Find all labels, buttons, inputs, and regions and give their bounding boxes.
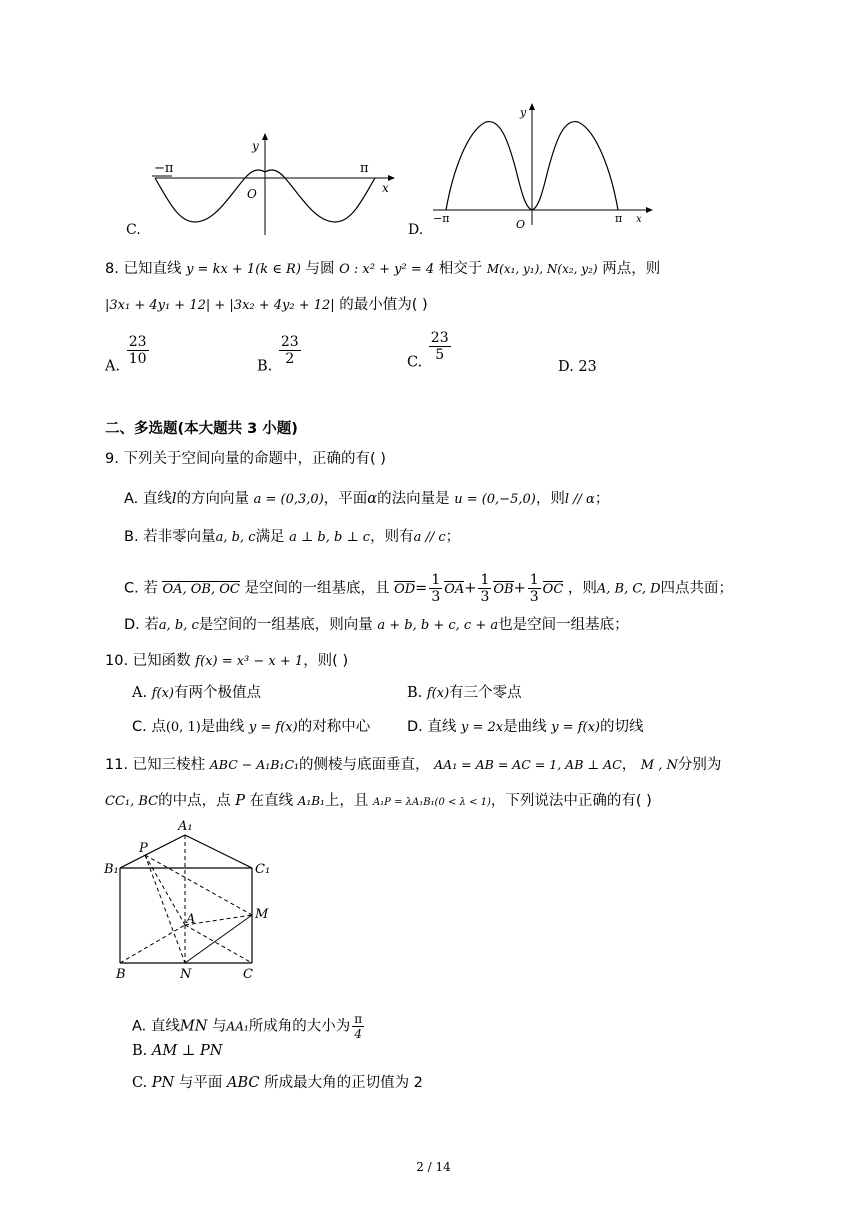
q10-option-a: A. f(x)有两个极值点: [132, 685, 261, 701]
q9-option-c: C. 若 OA, OB, OC 是空间的一组基底，且 OD= $\frac{1}{3}$ OA+ $\frac{1}{3}$ OB+ $\frac{1}{3}$ OC ，则A, B, C, D四点共面；: [124, 572, 734, 605]
q8-points: M(x₁, y₁), N(x₂, y₂): [486, 262, 598, 276]
q11-option-b: B. AM ⊥ PN: [132, 1043, 223, 1059]
q8-stem-line2: [105, 294, 428, 317]
graph-d-option: D.: [408, 222, 424, 238]
q10-option-c: C. 点(0, 1)是曲线 y = f(x)的对称中心: [132, 719, 371, 735]
q8-option-d: D. 23: [558, 359, 597, 375]
q8-stem-line1: [105, 258, 660, 281]
page-number: 2 / 14: [416, 1160, 451, 1174]
graph-c-y-arrow: [262, 133, 268, 140]
q9-option-b: B. 若非零向量a, b, c满足 a ⊥ b, b ⊥ c，则有a // c；: [124, 529, 461, 545]
fig-label-p: P: [139, 841, 148, 856]
q11-stem-line1: 11. 已知三棱柱 ABC − A₁B₁C₁的侧棱与底面垂直， AA₁ = AB = AC = 1, AB ⊥ AC， M , N分别为: [105, 757, 722, 773]
q8-option-b-frac: $\frac{23}{2}$: [280, 334, 299, 367]
q11-option-a: A. 直线MN 与AA₁所成角的大小为 $\frac{\pi}{4}$: [132, 1012, 363, 1041]
graph-d-x-arrow: [646, 207, 653, 213]
q8-mid2: 相交于: [438, 261, 483, 277]
graph-c-pi: π: [360, 161, 369, 176]
graph-c-origin: O: [247, 187, 257, 201]
q8-option-c-frac: $\frac{23}{5}$: [430, 330, 449, 363]
q8-line-eq: y = kx + 1(k ∈ R): [186, 262, 301, 277]
q8-option-c: [407, 330, 453, 374]
q9-stem: 9. 下列关于空间向量的命题中，正确的有( ): [105, 451, 386, 467]
graph-d-pi: π: [615, 212, 623, 225]
fig-label-m: M: [255, 907, 269, 922]
graph-d-origin: O: [516, 218, 526, 231]
fig-label-a: A: [186, 912, 196, 927]
fig-label-c1: C₁: [255, 862, 271, 877]
q10-option-d: D. 直线 y = 2x是曲线 y = f(x)的切线: [407, 719, 644, 735]
q11-option-c: C. PN 与平面 ABC 所成最大角的正切值为 2: [132, 1075, 423, 1091]
q8-expr: |3x₁ + 4y₁ + 12| + |3x₂ + 4y₂ + 12|: [105, 298, 335, 313]
graph-c-y-label: y: [252, 139, 259, 153]
graph-d: [428, 100, 658, 235]
q8-option-a: [105, 334, 151, 378]
fig-label-b1: B₁: [104, 862, 119, 877]
q9-option-a: A. 直线l的方向向量 a = (0,3,0)，平面α的法向量是 u = (0,−5,0)，则l // α；: [124, 491, 610, 507]
q8-option-b-label: B.: [257, 358, 273, 375]
fig-label-a1: A₁: [178, 819, 193, 834]
graph-c: [150, 100, 410, 240]
fig-label-b: B: [116, 967, 126, 982]
graph-c-neg-pi: −π: [154, 161, 174, 176]
q8-suffix: 两点，则: [602, 261, 661, 277]
q8-expr-suffix: 的最小值为( ): [339, 297, 428, 313]
q10-option-b: B. f(x)有三个零点: [407, 685, 522, 701]
fig-label-c: C: [243, 967, 253, 982]
graph-d-neg-pi: −π: [433, 212, 450, 225]
fig-label-n: N: [180, 967, 192, 982]
graph-c-x-label: x: [382, 181, 389, 195]
q11-stem-line2: CC₁, BC的中点，点 P 在直线 A₁B₁上，且 A₁P = λA₁B₁(0 < λ < 1)，下列说法中正确的有( ): [105, 793, 652, 809]
q10-stem: 10. 已知函数 f(x) = x³ − x + 1，则( ): [105, 653, 349, 669]
graph-d-x-label: x: [636, 214, 642, 225]
graph-d-y-label: y: [520, 106, 527, 119]
q11-prism-figure: [100, 815, 280, 985]
graph-d-y-arrow: [529, 103, 535, 110]
graph-c-x-arrow: [388, 175, 395, 181]
section-2-title: 二、多选题(本大题共 3 小题): [105, 421, 298, 437]
q8-prefix: 8. 已知直线: [105, 261, 182, 277]
q8-mid1: 与圆: [305, 261, 335, 277]
q8-option-b: [257, 334, 303, 378]
graph-c-option: C.: [126, 222, 141, 238]
q8-circle-eq: O : x² + y² = 4: [339, 262, 435, 277]
q9-option-d: D. 若a, b, c是空间的一组基底，则向量 a + b, b + c, c + a也是空间一组基底；: [124, 617, 629, 633]
q8-option-a-label: A.: [105, 358, 121, 375]
q8-option-c-label: C.: [407, 354, 423, 371]
q8-option-a-frac: $\frac{23}{10}$: [128, 334, 147, 367]
